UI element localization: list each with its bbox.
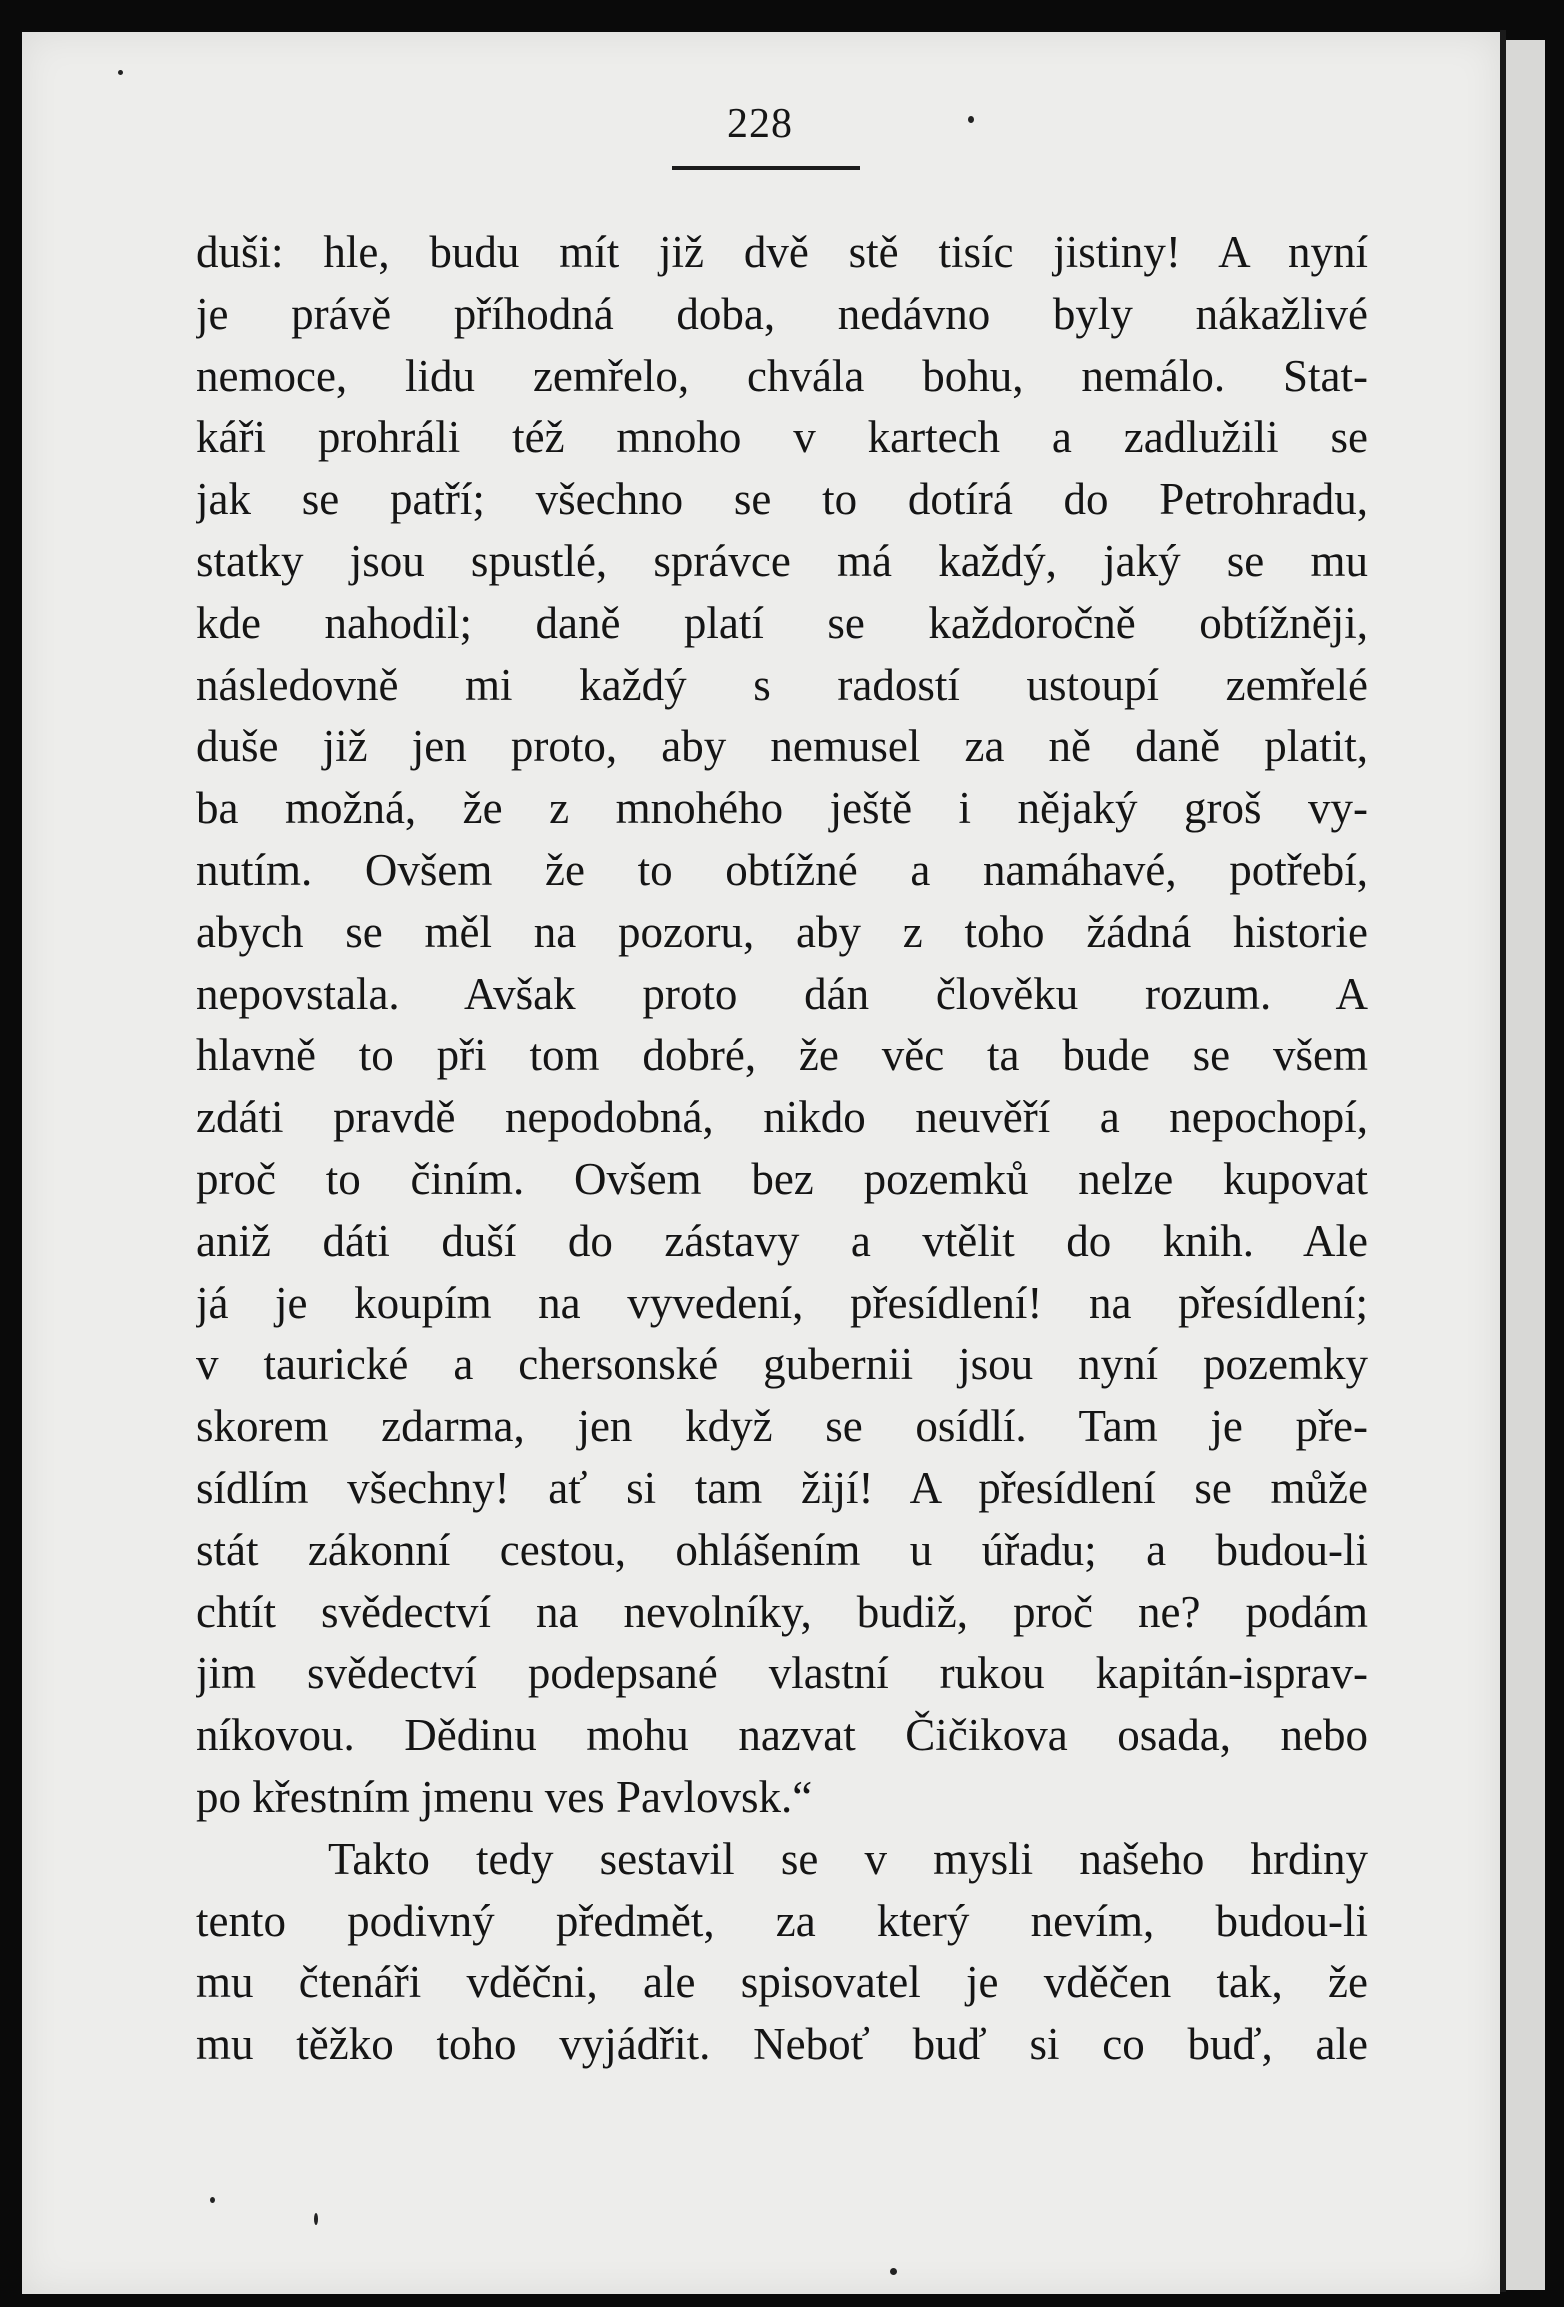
text-line: duši: hle, budu mít již dvě stě tisíc jistiny! A nyní (196, 227, 1368, 277)
text-line: skorem zdarma, jen když se osídlí. Tam je pře- (196, 1401, 1368, 1452)
text-line: sídlím všechny! ať si tam žijí! A přesídlení se může (196, 1462, 1368, 1513)
body-text (196, 222, 1368, 2076)
text-line: duše již jen proto, aby nemusel za ně daně platit, (196, 721, 1368, 772)
scan-border (1545, 30, 1564, 2307)
text-line: jak se patří; všechno se to dotírá do Petrohradu, (196, 474, 1368, 525)
text-line: proč to činím. Ovšem bez pozemků nelze kupovat (196, 1153, 1368, 1204)
text-line: níkovou. Dědinu mohu nazvat Čičikova osada, nebo (196, 1710, 1368, 1761)
next-page-edge (1506, 40, 1550, 2290)
text-line: následovně mi každý s radostí ustoupí zemřelé (196, 659, 1368, 710)
dust-speck (210, 2197, 215, 2203)
dust-speck (968, 116, 974, 123)
text-line: nepovstala. Avšak proto dán člověku rozum. A (196, 968, 1368, 1019)
text-line: ba možná, že z mnohého ještě i nějaký groš vy- (196, 783, 1368, 834)
page-number-rule (672, 166, 860, 170)
text-line: zdáti pravdě nepodobná, nikdo neuvěří a nepochopí, (196, 1092, 1368, 1143)
text-line: tento podivný předmět, za který nevím, budou-li (196, 1895, 1368, 1946)
text-line: v taurické a chersonské gubernii jsou nyní pozemky (196, 1339, 1368, 1390)
paragraph-end-line: po křestním jmenu ves Pavlovsk.“ (196, 1771, 813, 1822)
page-number: 228 (727, 101, 793, 147)
text-line: abych se měl na pozoru, aby z toho žádná historie (196, 906, 1368, 957)
dust-speck (890, 2268, 897, 2275)
text-line: statky jsou spustlé, správce má každý, jaký se mu (196, 535, 1368, 586)
text-line: stát zákonní cestou, ohlášením u úřadu; a budou-li (196, 1524, 1368, 1575)
text-line: je právě příhodná doba, nedávno byly nákažlivé (196, 288, 1368, 339)
text-line: kde nahodil; daně platí se každoročně obtížněji, (196, 597, 1368, 648)
text-line: já je koupím na vyvedení, přesídlení! na přesídlení; (196, 1277, 1368, 1328)
text-line: mu těžko toho vyjádřit. Neboť buď si co buď, ale (196, 2019, 1368, 2070)
text-line: nemoce, lidu zemřelo, chvála bohu, nemálo. Stat- (196, 350, 1368, 401)
text-line: chtít svědectví na nevolníky, budiž, proč ne? podám (196, 1586, 1368, 1637)
text-line: káři prohráli též mnoho v kartech a zadlužili se (196, 412, 1368, 463)
dust-speck (118, 70, 123, 75)
text-line: hlavně to při tom dobré, že věc ta bude se všem (196, 1030, 1368, 1081)
text-line: nutím. Ovšem že to obtížné a namáhavé, potřebí, (196, 844, 1368, 895)
dust-speck (314, 2213, 318, 2225)
text-line: jim svědectví podepsané vlastní rukou kapitán-isprav- (196, 1648, 1368, 1699)
text-line: mu čtenáři vděčni, ale spisovatel je vděčen tak, že (196, 1957, 1368, 2008)
text-line: aniž dáti duší do zástavy a vtělit do knih. Ale (196, 1215, 1368, 1266)
paragraph-start-line: Takto tedy sestavil se v mysli našeho hrdiny (328, 1833, 1368, 1884)
